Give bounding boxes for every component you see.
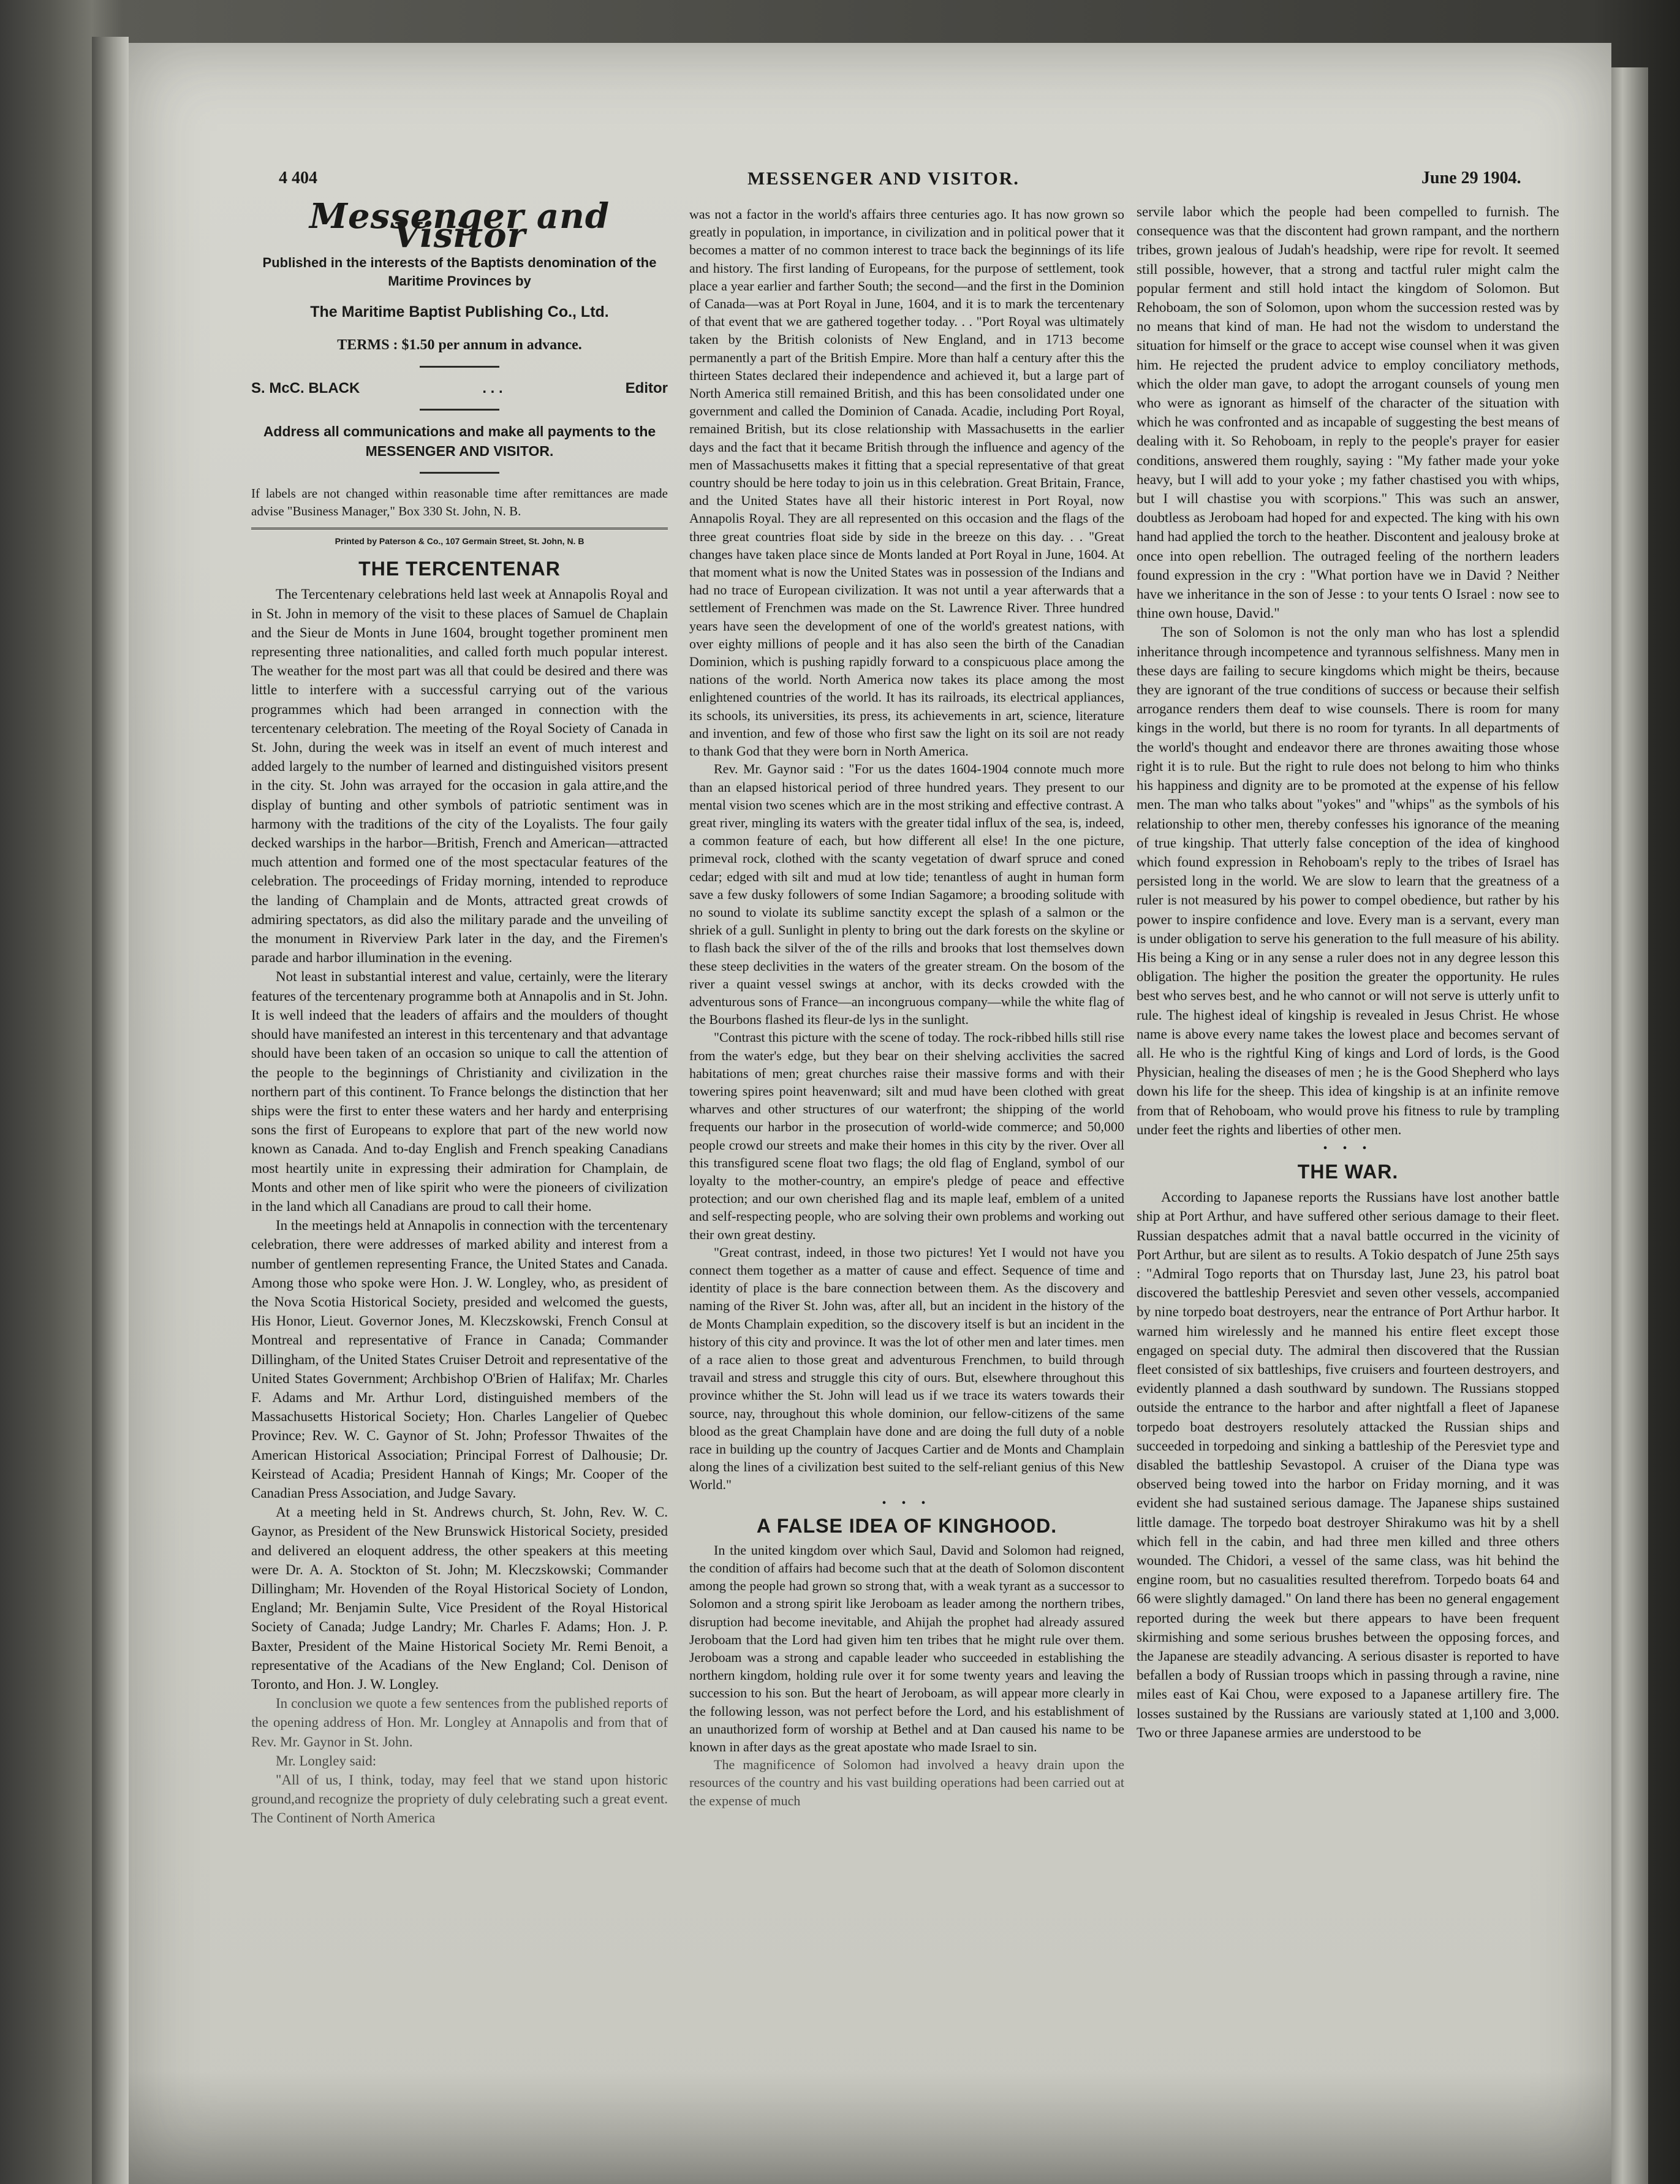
- subscription-terms: TERMS : $1.50 per annum in advance.: [337, 336, 582, 353]
- page-right-edge: [1611, 67, 1648, 2184]
- divider: [420, 366, 499, 368]
- section-dots: • • •: [1323, 1141, 1373, 1155]
- editor-line: [251, 379, 668, 398]
- column-3: [1137, 202, 1559, 1742]
- paragraph: Rev. Mr. Gaynor said : "For us the dates 1604-1904 connote much more than an elapsed historical period of three hundred years. They present to our mental vision two scenes which are in the most striking and effective contrast. A great river, mingling its waters with the greater tidal influx of the sea, is, indeed, a common feature of each, but how different all else! In the one picture, primeval rock, clothed with the scanty vegetation of dwarf spruce and coned cedar; edged with silt and mud at low tide; tenantless of aught in human form save a few dusky followers of some Indian Sagamore; a brooding solitude with no sound to violate its sublime sanctity except the splash of a salmon or the shriek of a gull. Sunlight in plenty to bring out the dark forests on the skyline or to flash back the silver of the of the rills and brooks that lost themselves down these steep declivities in the waters of the greater stream. On the bosom of the river a quaint vessel swings at anchor, with its decks crowded with the adventurous sons of France—an incongruous company—while the white flag of the Bourbons flashed its fleur-de lys in the sunlight.: [689, 761, 1124, 1028]
- masthead-subtitle: Published in the interests of the Baptists denomination of the Maritime Provinces by: [262, 255, 657, 289]
- issue-date: June 29 1904.: [1421, 169, 1521, 188]
- editor-dots: . . .: [482, 379, 503, 396]
- paragraph: "Contrast this picture with the scene of today. The rock-ribbed hills still rise from the water's edge, but they bear on their shelving acclivities the sacred habitations of men; great churches raise their massive forms and with their towering spires point heavenward; silt and mud have been clothed with great wharves and other structures of our waterfront; the shipping of the world frequents our harbor in the prosecution of world-wide commerce; and 50,000 people crowd our streets and make their homes in this city by the river. Over all this transfigured scene float two flags; the old flag of England, symbol of our loyalty to the mother-country, an empire's pledge of peace and effective protection; and our own cherished flag and its maple leaf, emblem of a united and self-respecting people, who are solving their own problems and working out their own great destiny.: [689, 1029, 1124, 1242]
- paragraph: In the meetings held at Annapolis in connection with the tercentenary celebration, there were addresses of marked ability and interest from a number of gentlemen representing France, the United States and Canada. Among those who spoke were Hon. J. W. Longley, who, as president of the Nova Scotia Historical Society, presided and welcomed the guests, His Honor, Lieut. Governor Jones, M. Kleczskowski, French Consul at Montreal and representative of France in Canada; Commander Dillingham, of the United States Cruiser Detroit and representative of the United States Government; Archbishop O'Brien of Halifax; Mr. Charles F. Adams and Mr. Arthur Lord, distinguished members of the Massachusetts Historical Society; Hon. Charles Langelier of Quebec Province; Rev. W. C. Gaynor of St. John; Professor Thwaites of the American Historical Association; Principal Forrest of Dalhousie; Dr. Keirstead of Acadia; President Hannah of Kings; Mr. Cooper of the Canadian Press Association, and Judge Savary.: [251, 1218, 668, 1501]
- address-note: Address all communications and make all payments to the MESSENGER AND VISITOR.: [263, 423, 656, 460]
- editor-name: S. McC. BLACK: [251, 379, 360, 396]
- tercentenary-heading: THE TERCENTENAR: [358, 558, 561, 580]
- divider: [420, 472, 499, 474]
- kinghood-heading: A FALSE IDEA OF KINGHOOD.: [756, 1514, 1058, 1537]
- column-1: [251, 196, 668, 1828]
- section-dots: • • •: [882, 1496, 932, 1510]
- paragraph: The Tercentenary celebrations held last week at Annapolis Royal and in St. John in memory of the visit to these places of Samuel de Chaplain and the Sieur de Monts in June 1604, brought together prominent men representing three nationalities, and called forth much popular interest. The weather for the most part was all that could be desired and there was little to interfere with a successful carrying out of the various programmes which had been arranged in connection with the tercentenary celebration. The meeting of the Royal Society of Canada in St. John, during the week was in itself an event of much interest and added largely to the number of learned and distinguished visitors present in the city. St. John was arrayed for the occasion in gala attire,and the display of bunting and other symbols of patriotic sentiment was in harmony with the traditions of the city of the Loyalists. The four gaily decked warships in the harbor—British, French and American—attracted much attention and formed one of the most spectacular features of the celebration. The proceedings of Friday morning, intended to reproduce the landing of Champlain and de Monts, attracted great crowds of admiring spectators, as did also the military parade and the unveiling of the monument in Riverview Park later in the day, and the Firemen's parade and harbor illumination in the evening.: [251, 586, 668, 966]
- paragraph: servile labor which the people had been compelled to furnish. The consequence was that the discontent had grown rampant, and the northern tribes, grown jealous of Judah's headship, were ripe for revolt. It seemed still possible, however, that a strong and tactful ruler might calm the popular ferment and still hold intact the kingdom of Solomon. But Rehoboam, the son of Solomon, upon whom the succession rested was by no means that kind of man. He had not the wisdom to understand the situation for himself or the grace to accept wise counsel when it was given him. He rejected the prudent advice to employ conciliatory methods, which the older man gave, to adopt the arrogant counsels of young men who were as ignorant as himself of the character of the situation with which he was confronted and as incapable of suggesting the best means of dealing with it. So Rehoboam, in reply to the people's prayer for easier conditions, answered them roughly, saying : "My father made your yoke heavy, but I will add to your yoke ; my father chastised you with whips, but I will chastise you with scorpions." This was such an answer, doubtless as Jeroboam had hoped for and expected. The king with his own hand had applied the torch to the heather. Discontent and jealousy broke at once into open rebellion. The outraged feeling of the northern leaders found expression in the cry : "What portion have we in David ? Neither have we inheritance in the son of Jesse : to your tents O Israel : now see to thine own house, David.": [1137, 204, 1559, 621]
- page-left-curl: [92, 37, 129, 2184]
- paragraph: According to Japanese reports the Russians have lost another battle ship at Port Arthur, and have suffered other serious damage to their fleet. Russian despatches admit that a naval battle occurred in the vicinity of Port Arthur, but are silent as to results. A Tokio despatch of June 25th says : "Admiral Togo reports that on Thursday last, June 23, his patrol boat discovered the battleship Peresviet and seven other vessels, accompanied by nine torpedo boat destroyers, near the entrance of Port Arthur harbor. It warned him wirelessly and he manned his entire fleet except those engaged on special duty. The admiral then discovered that the Russian fleet consisted of six battleships, five cruisers and fourteen destroyers, and evidently planned a dash southward by sundown. The Russians stopped outside the entrance to the harbor and after nightfall a fleet of Japanese torpedo boat destroyers resolutely attacked the Russian ships and succeeded in torpedoing and sinking a battleship of the Peresviet type and disabled the battleship Sevastopol. A cruiser of the Diana type was observed being towed into the harbor on Friday morning, and it was evident she had sustained serious damage. The Japanese ships sustained little damage. The torpedo boat destroyer Shirakumo was hit by a shell which fell in the cabin, and had three men killed and three others wounded. The Chidori, a vessel of the same class, was hit behind the engine room, but no casualities resulted therefrom. Torpedo boats 64 and 66 were slightly damaged." On land there has been no general engagement reported during the week but there appears to have been frequent skirmishing and some serious brushes between the opposing forces, and the Japanese are steadily advancing. A serious disaster is reported to have befallen a body of Russian troops which in passing through a ravine, nine miles east of Kai Chou, were exposed to a Japanese artillery fire. The losses sustained by the Russians are variously stated at 1,100 and 3,000. Two or three Japanese armies are understood to be: [1137, 1189, 1559, 1740]
- paragraph: In conclusion we quote a few sentences from the published reports of the opening address of Hon. Mr. Longley at Annapolis and from that of Rev. Mr. Gaynor in St. John.: [251, 1696, 668, 1750]
- paragraph: At a meeting held in St. Andrews church, St. John, Rev. W. C. Gaynor, as President of the New Brunswick Historical Society, presided and delivered an eloquent address, the other speakers at this meeting were Dr. A. A. Stockton of St. John; M. Kleczskowski; Commander Dillingham; Mr. Hovenden of the Royal Historical Society of London, England; Mr. Benjamin Sulte, Vice President of the Royal Historical Society of Canada; Judge Landry; Mr. Charles F. Adams; Hon. J. P. Baxter, President of the Maine Historical Society Mr. Remi Benoit, a representative of the Acadians of the New England; Col. Denison of Toronto, and Hon. J. W. Longley.: [251, 1504, 668, 1692]
- paragraph: "All of us, I think, today, may feel that we stand upon historic ground,and recognize the propriety of duly celebrating such a great event. The Continent of North America: [251, 1772, 668, 1826]
- paragraph: The son of Solomon is not the only man who has lost a splendid inheritance through incompetence and tyrannous selfishness. Many men in these days are failing to secure kingdoms which might be theirs, because they are ignorant of the true conditions of success or because their selfish arrogance renders them deaf to wise counsels. There is room for many kings in the world, but there is no room for tyrants. In all departments of the world's thought and endeavor there are thrones awaiting those whose right it is to rule. But the right to rule does not belong to him who thinks his happiness and dignity are to be promoted at the expense of his fellow men. The man who talks about "yokes" and "whips" as the symbols of his relationship to other men, thereby confesses his ignorance of the meaning of true kingship. That utterly false conception of the idea of kinghood which found expression in Rehoboam's reply to the tribes of Israel has persisted long in the world. We are slow to learn that the greatness of a ruler is not measured by his power to compel obedience, but rather by his power to inspire confidence and love. Every man is a servant, every man is under obligation to serve his generation to the full measure of his ability. His being a King or in any sense a ruler does not in any degree lesson this obligation. The higher the position the greater the opportunity. He rules best who serves best, and he who cannot or will not serve is utterly unfit to rule. The highest ideal of kingship is revealed in Jesus Christ. He whose name is above every name takes the lowest place and becomes servant of all. He who is the rightful King of kings and Lord of lords, is the Good Physician, healing the diseases of men ; he is the Good Shepherd who lays down his life for the sheep. This idea of kingship is at an infinite remove from that of Rehoboam, who would prove his fitness to rule by trampling under feet the rights and liberties of other men.: [1137, 624, 1559, 1137]
- running-title: MESSENGER AND VISITOR.: [747, 169, 1020, 189]
- paragraph: Not least in substantial interest and value, certainly, were the literary features of the tercentenary programme both at Annapolis and in St. John. It is well indeed that the leaders of affairs and the moulders of thought should have manifested an interest in this tercentenary and that advantage should have been taken of an occasion so unique to call the attention of the people to the beginnings of Christianity and civilization in the northern part of this continent. To France belongs the distinction that her ships were the first to enter these waters and her hardy and enterprising sons the first of Europeans to explore that part of the new world now known as Canada. And to-day English and French speaking Canadians most heartily unite in expressing their admiration for Champlain, de Monts and other men of like spirit who were the pioneers of civilization in the land which all Canadians are proud to call their home.: [251, 969, 668, 1214]
- divider: [420, 409, 499, 411]
- war-heading: THE WAR.: [1297, 1160, 1399, 1183]
- paragraph: "Great contrast, indeed, in those two pictures! Yet I would not have you connect them together as a matter of cause and effect. Sequence of time and identity of place is the bare connection between them. As the discovery and naming of the River St. John was, after all, but an incident in the history of the de Monts Champlain expedition, so the discovery itself is but an incident in the history of this city and province. It was the lot of other men and later times. men of a race alien to those great and adventurous Frenchmen, to build through travail and stress and struggle this city of ours. But, elsewhere throughout this province whither the St. John will lead us if we trace its waters towards their source, nay, throughout this whole dominion, our fellow-citizens of the same blood as the great Champlain have done and are doing the full duty of a noble race in building up the country of Jacques Cartier and de Monts and Champlain along the lines of a civilization best suited to the self-reliant genius of this New World.": [689, 1244, 1124, 1493]
- masthead-title: Messenger and Visitor: [309, 196, 610, 256]
- editor-role: Editor: [625, 379, 668, 396]
- paragraph: In the united kingdom over which Saul, David and Solomon had reigned, the condition of affairs had become such that at the death of Solomon discontent among the people had grown so strong that, with a weak tyrant as a successor to Solomon and a strong spirit like Jeroboam as leader among the northern tribes, disruption had become inevitable, and Ahijah the prophet had already assured Jeroboam that the Lord had given him ten tribes that he might rule over them. Jeroboam was a strong and capable leader who succeeded in establishing the northern kingdom, holding rule over it for some twenty years and leaving the succession to his son. But the heart of Jeroboam, as will appear more clearly in the following lesson, was not perfect before the Lord, and his establishment of an unauthorized form of worship at Bethel and at Dan caused his name to be known in after days as the great apostate who made Israel to sin.: [689, 1542, 1124, 1755]
- paragraph: Mr. Longley said:: [276, 1753, 377, 1769]
- printer-line: Printed by Paterson & Co., 107 Germain Street, St. John, N. B: [251, 528, 668, 551]
- scan-shadow: [129, 2071, 1611, 2184]
- paragraph: The magnificence of Solomon had involved a heavy drain upon the resources of the country and his vast building operations had been carried out at the expense of much: [689, 1757, 1124, 1808]
- publisher-name: The Maritime Baptist Publishing Co., Ltd.: [310, 303, 609, 321]
- column-2: [689, 205, 1124, 1810]
- page-number: 4 404: [279, 169, 317, 188]
- paragraph: was not a factor in the world's affairs three centuries ago. It has now grown so greatly in population, in importance, in civilization and in political power that it becomes a matter of no common interest to trace back the beginnings of its life and history. The first landing of Europeans, for the purpose of settlement, took place a year earlier and farther South; the second—and the first in the Dominion of Canada—was at Port Royal in June, 1604, and it is to mark the tercentenary of that event that we are gathered together today. . . "Port Royal was ultimately taken by the British colonists of New England, and in 1713 become permanently a part of the British Empire. More than half a century after this the thirteen States declared their independence and achieved it, but a large part of North America still remained British, and this has been consolidated under one government and called the Dominion of Canada. Acadie, including Port Royal, remained British, but its close relationship with Massachusetts in the earlier days and the fact that it became British through the influence and agency of the men of Massachusetts makes it fitting that a special representative of that great country should be here today to join us in this celebration. Great Britain, France, and the United States have all their historic interest in Port Royal, now Annapolis Royal. They are all represented on this occasion and the flags of the three great countries float side by side in the breeze on this day. . . "Great changes have taken place since de Monts landed at Port Royal in June, 1604. At that moment what is now the United States was in possession of the Indians and had no trace of European civilization. It was not until a year afterwards that a settlement of Frenchmen was made on the St. Lawrence River. Three hundred years have seen the development of one of the world's greatest nations, with over eighty millions of people and it has also seen the birth of the Canadian Dominion, which is pushing rapidly forward to a conspicuous place among the nations of the world. North America now takes its place among the most enlightened countries of the world. It has its railroads, its electrical appliances, its schools, its universities, its press, its achievements in art, science, literature and invention, and few of those who first saw the light on its soil are not ready to thank God that they were born in North America.: [689, 207, 1124, 759]
- labels-note: If labels are not changed within reasonable time after remittances are made advise "Business Manager," Box 330 St. John, N. B.: [251, 486, 668, 519]
